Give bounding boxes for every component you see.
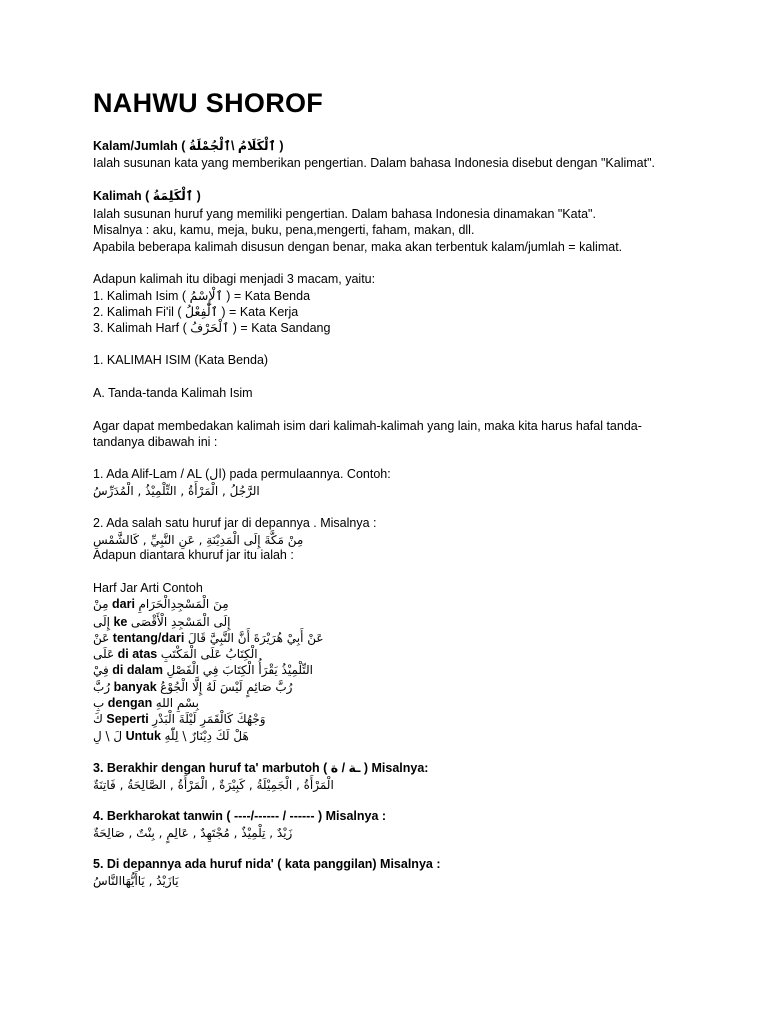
harf-jar-contoh: الْكِتَابُ عَلَى الْمَكْتَبِ: [160, 647, 258, 661]
harf-jar-harf: بِ: [93, 696, 105, 710]
sign-2-text: 2. Ada salah satu huruf jar di depannya . Misalnya :: [93, 516, 377, 530]
harf-jar-contoh: وَجْهُكَ كَالْقَمَرِ لَيْلَةَ الْبَدْرِ: [152, 712, 266, 726]
kalam-heading: Kalam/Jumlah ( ٱلْكَلَامُ \ٱلْجُمْلَةُ ): [93, 139, 284, 153]
harf-jar-arti: banyak: [113, 680, 157, 694]
harf-jar-harf: لَ \ لِ: [93, 729, 123, 743]
harf-jar-row: [93, 646, 733, 662]
sign-5-arabic: يَازَيْدُ , يَاأَيُّهَاالنَّاسُ: [93, 874, 179, 888]
harf-jar-harf: فِيْ: [93, 663, 109, 677]
kalimah-heading: Kalimah ( ٱلْكَلِمَةُ ): [93, 189, 201, 203]
page-title: NAHWU SHOROF: [93, 88, 324, 118]
harf-jar-contoh: مِنَ الْمَسْجِدِالْحَرَامِ: [138, 597, 229, 611]
harf-jar-contoh: هَلْ لَكَ دِيْنَارٌ \ لِلّٰهِ: [164, 729, 249, 743]
sign-4-arabic: زَيْدٌ , تِلْمِيْذٌ , مُجْتَهِدٌ , عَالِمٍ , بِنْتٌ , صَالِحَةٌ: [93, 826, 293, 840]
sign-2-after: Adapun diantara khuruf jar itu ialah :: [93, 548, 294, 562]
harf-jar-row: [93, 614, 733, 630]
harf-jar-harf: مِنْ: [93, 597, 109, 611]
harf-jar-contoh: بِسْمِ اللهِ: [155, 696, 199, 710]
harf-jar-contoh: عَنْ أَبِيْ هُرَيْرَةَ أَنَّ النَّبِيَّ قَالَ: [187, 631, 324, 645]
sign-1-text: 1. Ada Alif-Lam / AL (ال) pada permulaannya. Contoh:: [93, 467, 391, 481]
harf-jar-arti: ke: [113, 615, 128, 629]
division-item: 2. Kalimah Fi'il ( ٱلْفِعْلُ ) = Kata Kerja: [93, 305, 299, 319]
division-item: 3. Kalimah Harf ( ٱلْحَرْفُ ) = Kata Sandang: [93, 321, 331, 335]
harf-jar-arti: dari: [112, 597, 135, 611]
harf-jar-row: [93, 630, 733, 646]
section-heading: 1. KALIMAH ISIM (Kata Benda): [93, 353, 269, 367]
harf-jar-harf: كَ: [93, 712, 103, 726]
division-intro: Adapun kalimah itu dibagi menjadi 3 macam, yaitu:: [93, 272, 376, 286]
harf-jar-header: Harf Jar Arti Contoh: [93, 581, 203, 595]
harf-jar-row: [93, 695, 733, 711]
harf-jar-row: [93, 662, 733, 678]
harf-jar-contoh: إِلَى الْمَسْجِدِ الْأَقْصَى: [130, 615, 231, 629]
harf-jar-row: [93, 679, 733, 695]
harf-jar-harf: إِلَى: [93, 615, 110, 629]
kalimah-definition: Ialah susunan huruf yang memiliki pengertian. Dalam bahasa Indonesia dinamakan "Kata".: [93, 207, 596, 221]
sign-2-arabic: مِنْ مَكَّةَ إِلَى الْمَدِيْنَةِ , عَنِ النَّبِيِّ , كَالشَّمْسِ: [93, 533, 304, 547]
sign-4-text: 4. Berkharokat tanwin ( ----/------ / ------ ) Misalnya :: [93, 809, 387, 823]
sign-5-text: 5. Di depannya ada huruf nida' ( kata panggilan) Misalnya :: [93, 857, 441, 871]
division-item: 1. Kalimah Isim ( ٱلْإِسْمُ ) = Kata Benda: [93, 289, 311, 303]
harf-jar-harf: عَنْ: [93, 631, 110, 645]
harf-jar-contoh: رُبَّ صَائِمٍ لَيْسَ لَهُ إِلَّا الْجُوْعُ: [160, 680, 293, 694]
sign-3-text: 3. Berakhir dengan huruf ta' marbutoh ( ـة / ة ) Misalnya:: [93, 761, 429, 775]
harf-jar-row: [93, 711, 733, 727]
kalam-definition: Ialah susunan kata yang memberikan pengertian. Dalam bahasa Indonesia disebut dengan "Kalimat".: [93, 156, 656, 170]
section-intro: Agar dapat membedakan kalimah isim dari kalimah-kalimah yang lain, maka kita harus hafal tanda-tandanya dibawah ini :: [93, 419, 642, 449]
sign-3-arabic: الْمَرْأَةُ , الْجَمِيْلَةُ , كَبِيْرَةٌ , الْمَرْأَةُ , الصَّالِحَةُ , فَاتِنَةٌ: [93, 778, 334, 792]
harf-jar-arti: dengan: [107, 696, 153, 710]
harf-jar-arti: di dalam: [112, 663, 163, 677]
harf-jar-arti: Seperti: [106, 712, 149, 726]
harf-jar-contoh: التِّلْمِيْذُ يَقْرَأُ الْكِتَابَ فِي الْفَصْلِ: [166, 663, 313, 677]
harf-jar-harf: رُبَّ: [93, 680, 111, 694]
kalimah-note: Apabila beberapa kalimah disusun dengan benar, maka akan terbentuk kalam/jumlah = kalimat.: [93, 240, 623, 254]
harf-jar-arti: Untuk: [125, 729, 162, 743]
sign-1-arabic: الرَّجُلُ , الْمَرْأَةُ , التِّلْمِيْذُ , الْمُدَرِّسُ: [93, 484, 260, 498]
harf-jar-arti: di atas: [117, 647, 158, 661]
harf-jar-row: [93, 596, 733, 612]
harf-jar-harf: عَلَى: [93, 647, 115, 661]
harf-jar-arti: tentang/dari: [112, 631, 185, 645]
subsection-heading: A. Tanda-tanda Kalimah Isim: [93, 386, 253, 400]
kalimah-example: Misalnya : aku, kamu, meja, buku, pena,mengerti, faham, makan, dll.: [93, 223, 475, 237]
harf-jar-row: [93, 728, 733, 744]
